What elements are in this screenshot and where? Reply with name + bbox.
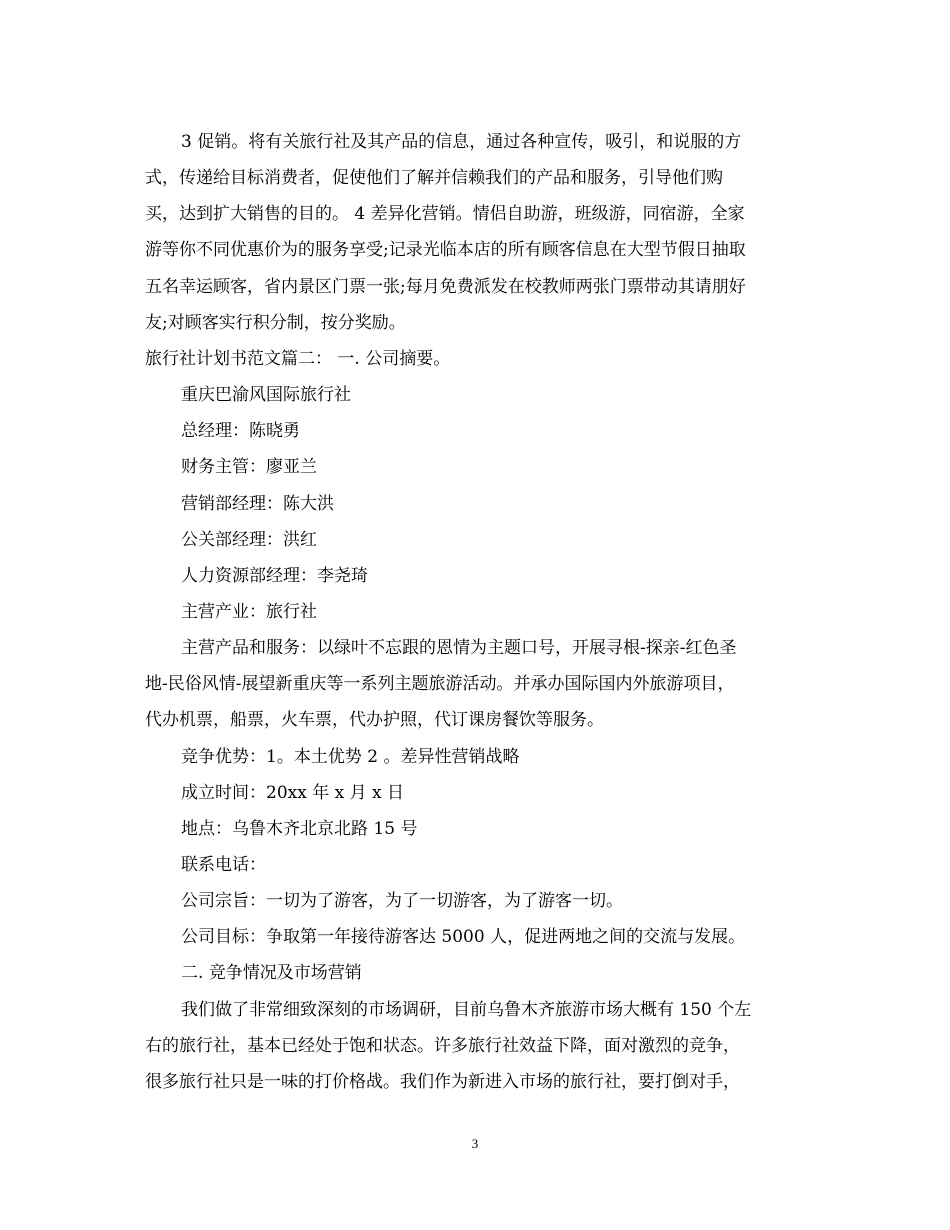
text-line: 二. 竞争情况及市场营销 [181, 963, 362, 984]
text-line: 公司宗旨：一切为了游客，为了一切游客，为了游客一切。 [181, 891, 623, 912]
text-line: 地-民俗风情-展望新重庆等一系列主题旅游活动。并承办国际国内外旅游项目， [145, 674, 735, 695]
text-line: 主营产品和服务：以绿叶不忘跟的恩情为主题口号，开展寻根-探亲-红色圣 [181, 638, 737, 659]
text-line: 右的旅行社，基本已经处于饱和状态。许多旅行社效益下降，面对激烈的竞争， [145, 1035, 740, 1056]
text-line: 式，传递给目标消费者，促使他们了解并信赖我们的产品和服务，引导他们购 [145, 168, 723, 189]
text-line: 竞争优势：1。本土优势 2 。差异性营销战略 [181, 746, 520, 767]
text-line: 公司目标：争取第一年接待游客达 5000 人，促进两地之间的交流与发展。 [181, 927, 746, 948]
page-number: 3 [471, 1136, 479, 1151]
text-line: 人力资源部经理：李尧琦 [181, 565, 368, 586]
text-line: 地点：乌鲁木齐北京北路 15 号 [181, 818, 418, 839]
text-line: 很多旅行社只是一味的打价格战。我们作为新进入市场的旅行社，要打倒对手， [145, 1071, 740, 1092]
text-line: 财务主管：廖亚兰 [181, 457, 317, 478]
text-line: 营销部经理：陈大洪 [181, 493, 334, 514]
text-line: 总经理：陈晓勇 [181, 421, 300, 442]
text-line: 成立时间：20xx 年 x 月 x 日 [181, 782, 405, 803]
text-line: 代办机票，船票，火车票，代办护照，代订课房餐饮等服务。 [145, 710, 604, 731]
text-line: 旅行社计划书范文篇二： 一. 公司摘要。 [145, 348, 451, 369]
text-line: 3 促销。将有关旅行社及其产品的信息，通过各种宣传，吸引，和说服的方 [181, 132, 742, 152]
text-line: 友;对顾客实行积分制，按分奖励。 [145, 312, 406, 333]
text-line: 联系电话： [181, 855, 266, 875]
text-line: 五名幸运顾客，省内景区门票一张;每月免费派发在校教师两张门票带动其请朋好 [145, 276, 746, 297]
text-line: 重庆巴渝风国际旅行社 [181, 385, 351, 406]
text-line: 游等你不同优惠价为的服务享受;记录光临本店的所有顾客信息在大型节假日抽取 [145, 240, 746, 261]
text-line: 我们做了非常细致深刻的市场调研，目前乌鲁木齐旅游市场大概有 150 个左 [181, 999, 752, 1020]
text-line: 买，达到扩大销售的目的。 4 差异化营销。情侣自助游，班级游，同宿游，全家 [145, 204, 745, 225]
text-line: 公关部经理：洪红 [181, 529, 317, 550]
text-line: 主营产业：旅行社 [181, 601, 317, 622]
